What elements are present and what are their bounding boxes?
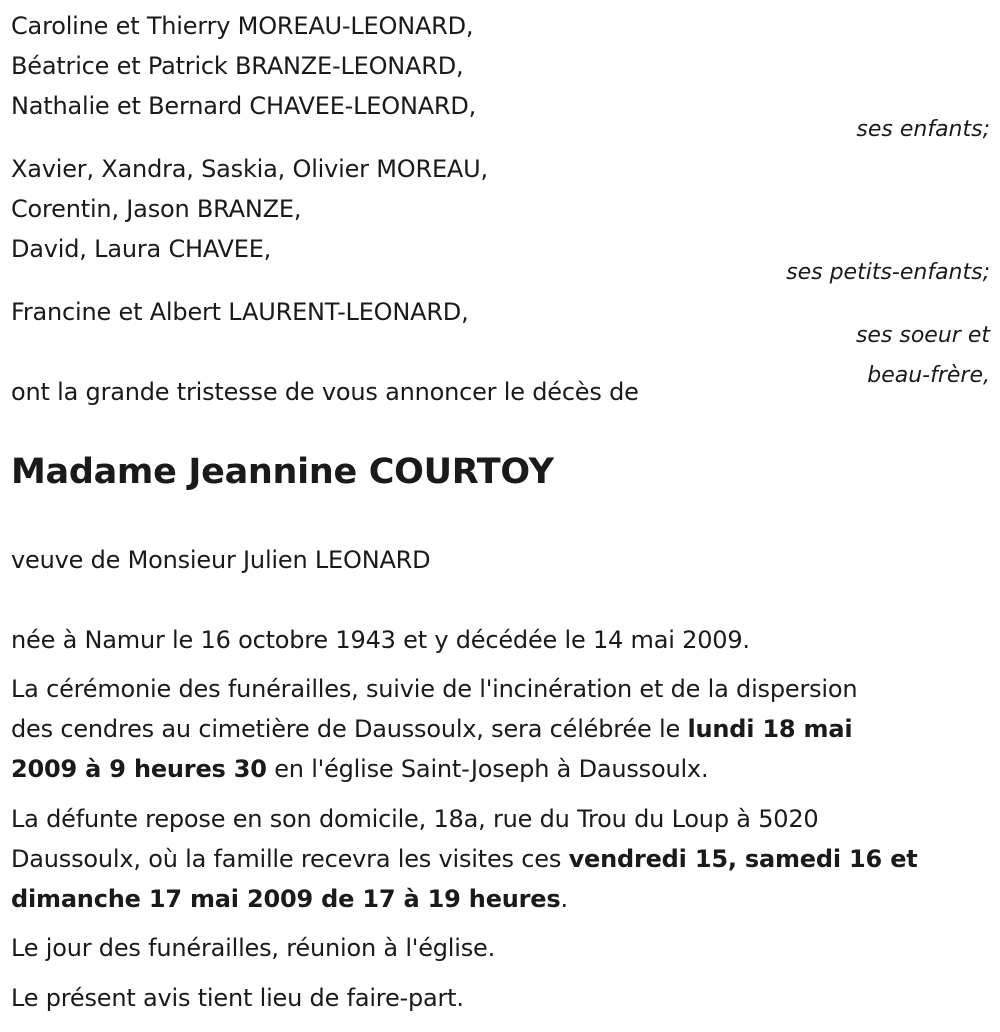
deceased-name: Madame Jeannine COURTOY <box>11 452 554 492</box>
siblings-line: Francine et Albert LAURENT-LEONARD, <box>11 298 469 326</box>
visitation-line <box>11 839 918 879</box>
child-line: Caroline et Thierry MOREAU-LEONARD, <box>11 12 474 40</box>
funeral-day: Le jour des funérailles, réunion à l'église. <box>11 934 496 962</box>
ceremony-line <box>11 749 708 789</box>
child-line: Béatrice et Patrick BRANZE-LEONARD, <box>11 52 464 80</box>
child-line: Nathalie et Bernard CHAVEE-LEONARD, <box>11 92 477 120</box>
siblings-label: beau-frère, <box>867 363 990 388</box>
ceremony-text: des cendres au cimetière de Daussoulx, sera célébrée le <box>11 715 688 743</box>
ceremony-line <box>11 709 852 749</box>
ceremony-place: en l'église Saint-Joseph à Daussoulx. <box>266 755 709 783</box>
visitation-text: Daussoulx, où la famille recevra les visites ces <box>11 845 569 873</box>
ceremony-line: La cérémonie des funérailles, suivie de l'incinération et de la dispersion <box>11 675 858 703</box>
visitation-line: La défunte repose en son domicile, 18a, rue du Trou du Loup à 5020 <box>11 805 819 833</box>
children-label: ses enfants; <box>856 117 990 142</box>
grandchild-line: Xavier, Xandra, Saskia, Olivier MOREAU, <box>11 155 488 183</box>
visitation-period: . <box>560 885 568 913</box>
grandchild-line: David, Laura CHAVEE, <box>11 235 272 263</box>
notice: Le présent avis tient lieu de faire-part. <box>11 984 464 1012</box>
birth-death: née à Namur le 16 octobre 1943 et y décédée le 14 mai 2009. <box>11 626 750 654</box>
ceremony-date: lundi 18 mai <box>687 715 853 743</box>
ceremony-time: 2009 à 9 heures 30 <box>11 755 267 783</box>
siblings-label: ses soeur et <box>855 323 990 348</box>
grandchild-line: Corentin, Jason BRANZE, <box>11 195 302 223</box>
visitation-days: vendredi 15, samedi 16 et <box>568 845 918 873</box>
visitation-hours: dimanche 17 mai 2009 de 17 à 19 heures <box>11 885 561 913</box>
grandchildren-label: ses petits-enfants; <box>786 260 990 285</box>
visitation-line <box>11 879 568 919</box>
announcement: ont la grande tristesse de vous annoncer le décès de <box>11 378 639 406</box>
widow-of: veuve de Monsieur Julien LEONARD <box>11 546 431 574</box>
